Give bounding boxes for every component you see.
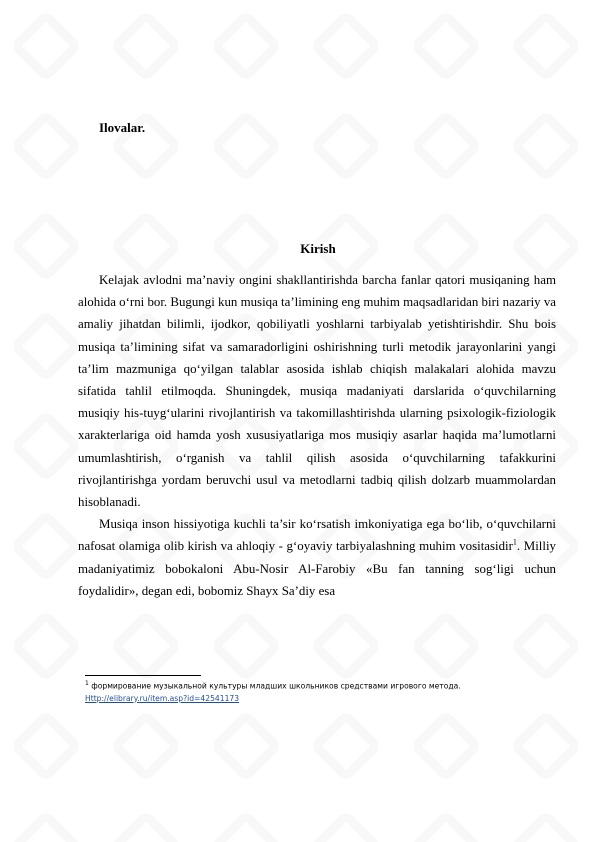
body-text (78, 269, 556, 602)
watermark-tile (409, 109, 483, 183)
watermark-tile (109, 609, 183, 683)
watermark-tile (209, 709, 283, 783)
footnote (85, 678, 555, 705)
watermark-tile (309, 809, 383, 842)
footnote-ref[interactable]: 1 (512, 538, 517, 548)
footnote-divider (85, 675, 201, 676)
watermark-tile (309, 109, 383, 183)
watermark-tile (409, 709, 483, 783)
watermark-tile (9, 809, 83, 842)
paragraph-1: Kelajak avlodni ma’naviy ongini shakllantirishda barcha fanlar qatori musiqaning ham alohida o‘rni bor. Bugungi kun musiqa ta’limining eng muhim maqsadlaridan biri nazariy va amaliy jihatdan bilimli, ijodkor, qobiliyatli yoshlarni tarbiyalab yetishtirishdir. Shu bois musiqa ta’limining sifat va samaradorligini oshirishning turli metodik jarayonlarini yangi ta’lim mazmuniga qo‘yilgan talablar asosida ishlab chiqish malakalari alohida mavzu sifatida tahlil etilmoqda. Shuningdek, musiqa madaniyati darslarida o‘quvchilarning musiqiy his-tuyg‘ularini rivojlantirish va takomillashtirishda ularning psixologik-fiziologik xarakterlariga oid hamda yosh xususiyatlariga mos musiqiy asarlar haqida ma’lumotlarni umumlashtirish, o‘rganish va tahlil qilish asosida o‘quvchilarning tafakkurini rivojlantirishga yordam beruvchi usul va metodlarni tadbiq qilish dolzarb muammolardan hisoblanadi. (78, 273, 556, 510)
watermark-tile (109, 9, 183, 83)
watermark-tile (109, 709, 183, 783)
paragraph-2-text: Musiqa inson hissiyotiga kuchli ta’sir ko‘rsatish imkoniyatiga ega bo‘lib, o‘quvchilarni nafosat olamiga olib kirish va ahloqiy - g‘oyaviy tarbiyalashning muhim vositasidir (78, 517, 556, 554)
watermark-tile (209, 609, 283, 683)
watermark-tile (509, 609, 583, 683)
watermark-tile (409, 9, 483, 83)
heading-ilovalar: Ilovalar. (99, 120, 146, 135)
watermark-tile (109, 809, 183, 842)
watermark-tile (209, 109, 283, 183)
watermark-tile (309, 9, 383, 83)
paragraph-2-tail: . Milliy madaniyatimiz bobokaloni Abu-Nosir Al-Farobiy «Bu fan tanning sog‘ligi uchun foydalidir», degan edi, bobomiz Shayx Sa’diy esa (78, 539, 556, 598)
watermark-tile (209, 809, 283, 842)
watermark-tile (509, 809, 583, 842)
footnote-link[interactable]: Http://elibrary.ru/item.asp?id=42541173 (85, 693, 240, 703)
watermark-tile (9, 609, 83, 683)
heading-kirish: Kirish (300, 241, 336, 256)
watermark-tile (9, 409, 83, 483)
footnote-line (85, 678, 555, 693)
watermark-tile (509, 9, 583, 83)
watermark-tile (409, 609, 483, 683)
watermark-tile (309, 709, 383, 783)
watermark-tile (9, 9, 83, 83)
watermark-tile (9, 109, 83, 183)
watermark-tile (9, 709, 83, 783)
watermark-tile (509, 109, 583, 183)
watermark-tile (409, 809, 483, 842)
watermark-tile (309, 609, 383, 683)
watermark-tile (509, 709, 583, 783)
paragraph-2 (78, 513, 556, 602)
watermark-tile (9, 309, 83, 383)
watermark-tile (209, 9, 283, 83)
footnote-text: формирование музыкальной культуры младших школьников средствами игрового метода. (88, 681, 461, 691)
footnote-number: 1 (85, 680, 89, 687)
watermark-tile (9, 509, 83, 583)
